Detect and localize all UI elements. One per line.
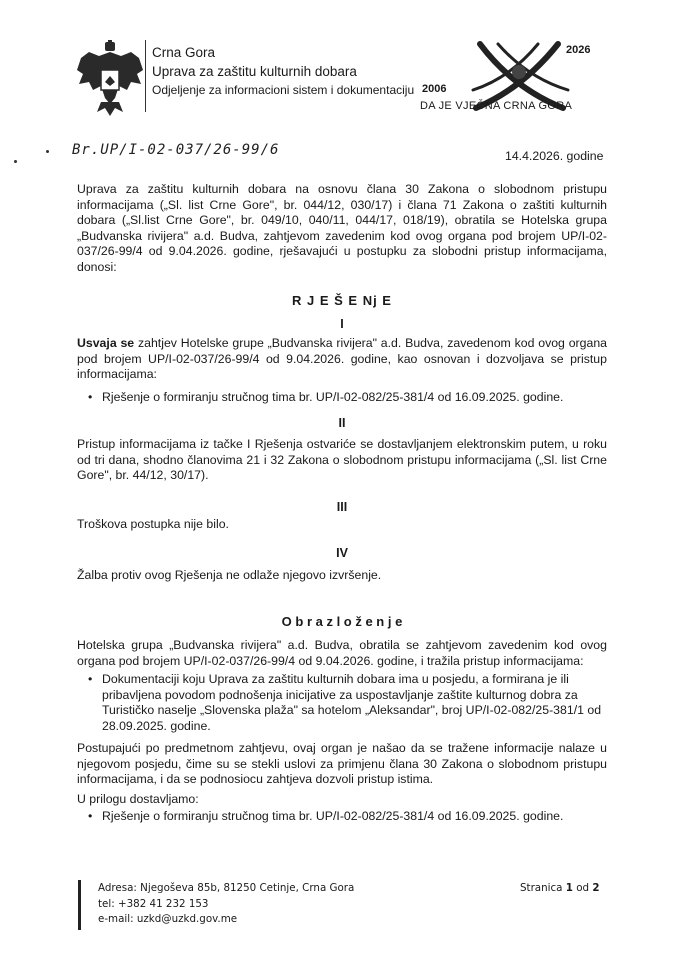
footer-phone: tel: +382 41 232 153 [98, 897, 209, 910]
section-3-numeral: III [336, 500, 348, 514]
reasoning-paragraph-3: U prilogu dostavljamo: [77, 792, 199, 806]
section-2-text: Pristup informacijama iz tačke I Rješenja ostvariće se dostavljanjem elektronskim putem, u roku od tri dana, shodno članovima 21 i 32 Zakona o slobodnom pristupu informacijama („Sl. list Crne Gore", br. 44/12, 30/17). [77, 437, 607, 483]
section-1-text [77, 336, 607, 383]
page-label: Stranica [520, 882, 566, 894]
footer-email: e-mail: uzkd@uzkd.gov.me [98, 913, 238, 925]
page-sep: od [572, 882, 593, 894]
logo-year-left: 2006 [422, 83, 447, 95]
coat-of-arms-logo [75, 40, 145, 118]
section-1-lead: Usvaja se [77, 336, 135, 350]
document-date: 14.4.2026. godine [505, 149, 604, 163]
section-3-text: Troškova postupka nije bilo. [77, 517, 229, 531]
logo-year-right: 2026 [566, 44, 591, 56]
reasoning-bullet-1: • Dokumentaciji koju Uprava za zaštitu kulturnih dobara ima u posjedu, a formirana je ili pribavljena povodom podnošenja inicijative za uspostavljanje zaštite kulturnog dobra za Turističko naselje „Slovenska plaža" sa hotelom „Aleksandar", broj UP/I-02-082/25-381/1 od 28.09.2025. godine. [102, 672, 607, 734]
reasoning-paragraph-1: Hotelska grupa „Budvanska rivijera" a.d. Budva, obratila se zahtjevom zavedenim kod ovog organa pod brojem UP/I-02-037/26-99/4 od 9.04.2026. godine, i tražila pristup informacijama: [77, 638, 607, 668]
org-block [152, 43, 452, 100]
page-current: 1 [565, 882, 573, 894]
country-name: Crna Gora [152, 45, 216, 60]
page-indicator [520, 881, 599, 897]
department-name: Odjeljenje za informacioni sistem i dokumentaciju [152, 83, 415, 97]
footer-bar [78, 880, 81, 930]
reasoning-bullet-2: • Rješenje o formiranju stručnog tima br. UP/I-02-082/25-381/4 od 16.09.2025. godine. [102, 809, 602, 825]
section-1-bullet: • Rješenje o formiranju stručnog tima br. UP/I-02-082/25-381/4 od 16.09.2025. godine. [102, 390, 602, 406]
header-divider [145, 40, 146, 112]
margin-dot [46, 150, 49, 153]
anniversary-logo [418, 38, 608, 118]
logo-motto: DA JE VJEČNA CRNA GORA [420, 100, 573, 112]
section-4-numeral: IV [336, 546, 348, 560]
footer-address: Adresa: Njegoševa 85b, 81250 Cetinje, Crna Gora [98, 882, 355, 894]
reasoning-title: O b r a z l o ž e n j e [281, 614, 403, 629]
reasoning-paragraph-2: Postupajući po predmetnom zahtjevu, ovaj organ je našao da se tražene informacije nalaze u njegovom posjedu, čime su se stekli uslovi za primjenu člana 30 Zakona o slobodnom pristupu informacijama, i da se podnosiocu zahtjeva dozvoli pristup istima. [77, 741, 607, 787]
footer-contact [98, 881, 354, 928]
page-total: 2 [592, 882, 600, 894]
section-1-numeral: I [340, 317, 344, 331]
authority-name: Uprava za zaštitu kulturnih dobara [152, 64, 357, 79]
intro-paragraph: Uprava za zaštitu kulturnih dobara na osnovu člana 30 Zakona o slobodnom pristupu informacijama („Sl. list Crne Gore", br. 044/12, 030/17) i člana 71 Zakona o zaštiti kulturnih dobara („Sl.list Crne Gore", br. 049/10, 040/11, 044/17, 018/19), obratila se Hotelska grupa „Budvanska rivijera" a.d. Budva, zahtjevom zavedenim kod ovog organa pod brojem UP/I-02-037/26-99/4 od 9.04.2026. godine, rješavajući u postupku za slobodni pristup informacijama, donosi: [77, 182, 607, 274]
margin-dot [14, 160, 17, 163]
section-2-numeral: II [338, 416, 346, 430]
section-1-body: zahtjev Hotelske grupe „Budvanska rivijera" a.d. Budva, zavedenom kod ovog organa pod brojem UP/I-02-037/26-99/4 od 9.04.2026. godine, kao osnovan i dozvoljava se pristup informacijama: [77, 336, 607, 382]
decision-title: R J E Š E Nj E [292, 293, 392, 308]
reference-number: Br.UP/I-02-037/26-99/6 [72, 142, 280, 158]
section-4-text: Žalba protiv ovog Rješenja ne odlaže njegovo izvršenje. [77, 568, 382, 582]
